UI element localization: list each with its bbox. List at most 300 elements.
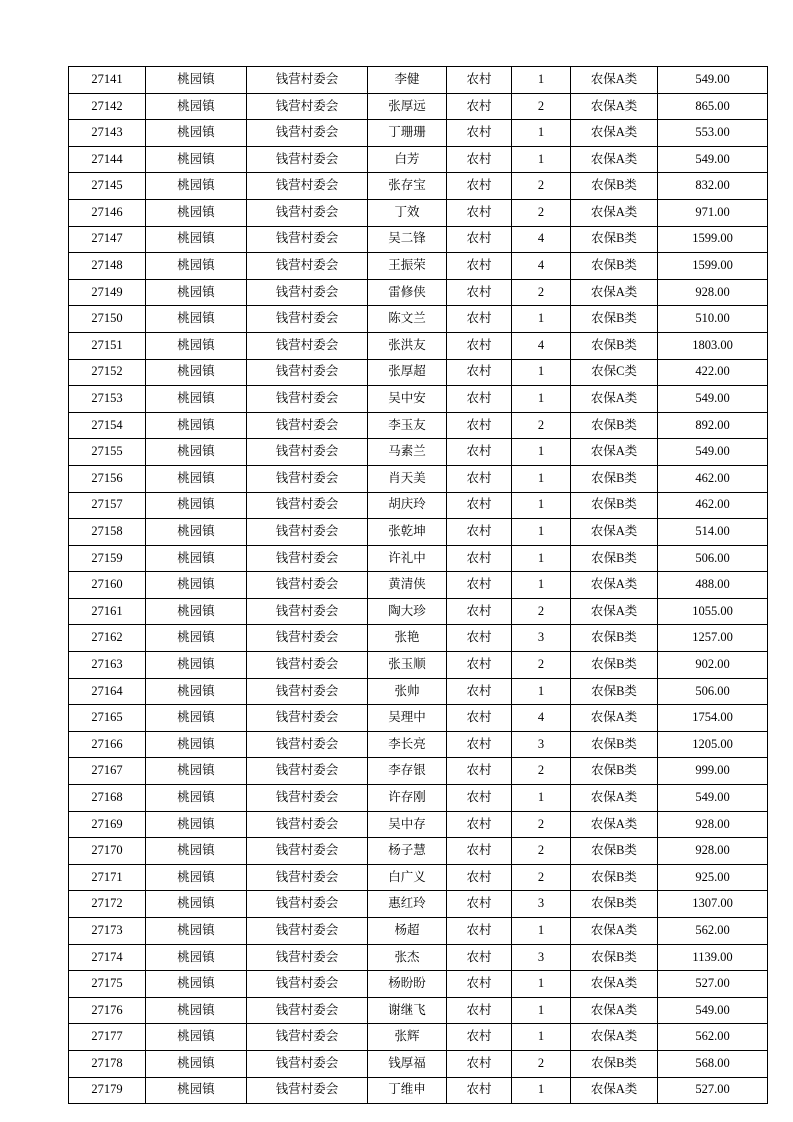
cell-village: 钱营村委会 — [247, 572, 368, 599]
cell-category: 农保B类 — [571, 492, 658, 519]
cell-person-count: 1 — [512, 439, 571, 466]
cell-household-type: 农村 — [447, 572, 512, 599]
cell-household-type: 农村 — [447, 120, 512, 147]
cell-id: 27178 — [69, 1050, 146, 1077]
cell-town: 桃园镇 — [146, 332, 247, 359]
cell-id: 27142 — [69, 93, 146, 120]
cell-village: 钱营村委会 — [247, 598, 368, 625]
cell-household-type: 农村 — [447, 944, 512, 971]
cell-household-type: 农村 — [447, 359, 512, 386]
cell-category: 农保A类 — [571, 439, 658, 466]
cell-category: 农保A类 — [571, 519, 658, 546]
cell-amount: 510.00 — [658, 306, 768, 333]
cell-amount: 514.00 — [658, 519, 768, 546]
cell-town: 桃园镇 — [146, 997, 247, 1024]
cell-category: 农保A类 — [571, 811, 658, 838]
cell-name: 白芳 — [368, 146, 447, 173]
cell-category: 农保B类 — [571, 306, 658, 333]
cell-household-type: 农村 — [447, 838, 512, 865]
cell-village: 钱营村委会 — [247, 1050, 368, 1077]
cell-name: 陶大珍 — [368, 598, 447, 625]
cell-category: 农保A类 — [571, 705, 658, 732]
table-row — [69, 253, 768, 280]
cell-town: 桃园镇 — [146, 199, 247, 226]
cell-id: 27166 — [69, 731, 146, 758]
cell-town: 桃园镇 — [146, 838, 247, 865]
cell-amount: 549.00 — [658, 386, 768, 413]
cell-village: 钱营村委会 — [247, 918, 368, 945]
cell-category: 农保B类 — [571, 545, 658, 572]
cell-person-count: 1 — [512, 359, 571, 386]
cell-amount: 1055.00 — [658, 598, 768, 625]
table-row — [69, 864, 768, 891]
cell-id: 27144 — [69, 146, 146, 173]
table-row — [69, 811, 768, 838]
cell-person-count: 1 — [512, 146, 571, 173]
cell-category: 农保B类 — [571, 173, 658, 200]
cell-household-type: 农村 — [447, 386, 512, 413]
cell-name: 张乾坤 — [368, 519, 447, 546]
cell-category: 农保B类 — [571, 838, 658, 865]
cell-name: 李长亮 — [368, 731, 447, 758]
cell-household-type: 农村 — [447, 465, 512, 492]
cell-category: 农保A类 — [571, 279, 658, 306]
cell-id: 27157 — [69, 492, 146, 519]
table-row — [69, 625, 768, 652]
cell-id: 27151 — [69, 332, 146, 359]
cell-amount: 1599.00 — [658, 253, 768, 280]
cell-household-type: 农村 — [447, 279, 512, 306]
cell-name: 许礼中 — [368, 545, 447, 572]
cell-id: 27141 — [69, 67, 146, 94]
cell-id: 27168 — [69, 785, 146, 812]
cell-town: 桃园镇 — [146, 678, 247, 705]
cell-person-count: 4 — [512, 332, 571, 359]
cell-village: 钱营村委会 — [247, 146, 368, 173]
cell-person-count: 1 — [512, 120, 571, 147]
cell-village: 钱营村委会 — [247, 120, 368, 147]
cell-person-count: 2 — [512, 838, 571, 865]
cell-village: 钱营村委会 — [247, 785, 368, 812]
cell-person-count: 3 — [512, 891, 571, 918]
cell-name: 许存刚 — [368, 785, 447, 812]
cell-amount: 422.00 — [658, 359, 768, 386]
cell-town: 桃园镇 — [146, 625, 247, 652]
cell-household-type: 农村 — [447, 306, 512, 333]
cell-amount: 928.00 — [658, 279, 768, 306]
cell-name: 张玉顺 — [368, 652, 447, 679]
cell-name: 张艳 — [368, 625, 447, 652]
cell-household-type: 农村 — [447, 625, 512, 652]
cell-amount: 1257.00 — [658, 625, 768, 652]
cell-town: 桃园镇 — [146, 572, 247, 599]
cell-id: 27171 — [69, 864, 146, 891]
cell-name: 张帅 — [368, 678, 447, 705]
table-row — [69, 67, 768, 94]
cell-person-count: 1 — [512, 918, 571, 945]
cell-id: 27158 — [69, 519, 146, 546]
cell-person-count: 1 — [512, 492, 571, 519]
cell-village: 钱营村委会 — [247, 678, 368, 705]
cell-category: 农保A类 — [571, 598, 658, 625]
cell-category: 农保A类 — [571, 918, 658, 945]
cell-name: 钱厚福 — [368, 1050, 447, 1077]
table-row — [69, 997, 768, 1024]
cell-amount: 549.00 — [658, 439, 768, 466]
cell-village: 钱营村委会 — [247, 226, 368, 253]
table-row — [69, 918, 768, 945]
cell-category: 农保B类 — [571, 864, 658, 891]
cell-household-type: 农村 — [447, 918, 512, 945]
cell-person-count: 4 — [512, 226, 571, 253]
cell-village: 钱营村委会 — [247, 971, 368, 998]
cell-id: 27161 — [69, 598, 146, 625]
cell-amount: 549.00 — [658, 67, 768, 94]
cell-town: 桃园镇 — [146, 67, 247, 94]
cell-village: 钱营村委会 — [247, 811, 368, 838]
table-row — [69, 705, 768, 732]
cell-category: 农保B类 — [571, 731, 658, 758]
cell-village: 钱营村委会 — [247, 545, 368, 572]
cell-town: 桃园镇 — [146, 306, 247, 333]
cell-village: 钱营村委会 — [247, 492, 368, 519]
cell-name: 张厚超 — [368, 359, 447, 386]
cell-person-count: 3 — [512, 944, 571, 971]
cell-household-type: 农村 — [447, 1050, 512, 1077]
table-row — [69, 971, 768, 998]
cell-person-count: 3 — [512, 625, 571, 652]
cell-category: 农保B类 — [571, 652, 658, 679]
cell-name: 吴中存 — [368, 811, 447, 838]
table-row — [69, 838, 768, 865]
cell-name: 李存银 — [368, 758, 447, 785]
cell-village: 钱营村委会 — [247, 838, 368, 865]
cell-id: 27179 — [69, 1077, 146, 1104]
cell-category: 农保B类 — [571, 226, 658, 253]
cell-village: 钱营村委会 — [247, 731, 368, 758]
cell-name: 张存宝 — [368, 173, 447, 200]
cell-village: 钱营村委会 — [247, 279, 368, 306]
cell-household-type: 农村 — [447, 652, 512, 679]
cell-person-count: 2 — [512, 93, 571, 120]
cell-person-count: 2 — [512, 652, 571, 679]
cell-person-count: 1 — [512, 386, 571, 413]
cell-household-type: 农村 — [447, 971, 512, 998]
cell-name: 丁效 — [368, 199, 447, 226]
table-row — [69, 199, 768, 226]
cell-category: 农保B类 — [571, 944, 658, 971]
cell-category: 农保A类 — [571, 93, 658, 120]
table-row — [69, 785, 768, 812]
cell-category: 农保B类 — [571, 332, 658, 359]
cell-person-count: 1 — [512, 572, 571, 599]
cell-id: 27148 — [69, 253, 146, 280]
cell-village: 钱营村委会 — [247, 891, 368, 918]
cell-name: 吴中安 — [368, 386, 447, 413]
cell-household-type: 农村 — [447, 785, 512, 812]
cell-person-count: 2 — [512, 758, 571, 785]
cell-person-count: 2 — [512, 412, 571, 439]
cell-id: 27167 — [69, 758, 146, 785]
cell-village: 钱营村委会 — [247, 625, 368, 652]
cell-amount: 1307.00 — [658, 891, 768, 918]
cell-amount: 1803.00 — [658, 332, 768, 359]
cell-town: 桃园镇 — [146, 279, 247, 306]
table-row — [69, 359, 768, 386]
cell-id: 27174 — [69, 944, 146, 971]
cell-household-type: 农村 — [447, 1024, 512, 1051]
cell-name: 黄清侠 — [368, 572, 447, 599]
cell-person-count: 1 — [512, 67, 571, 94]
cell-town: 桃园镇 — [146, 891, 247, 918]
cell-id: 27150 — [69, 306, 146, 333]
cell-amount: 999.00 — [658, 758, 768, 785]
cell-person-count: 1 — [512, 545, 571, 572]
cell-id: 27147 — [69, 226, 146, 253]
cell-id: 27146 — [69, 199, 146, 226]
cell-id: 27143 — [69, 120, 146, 147]
table-row — [69, 492, 768, 519]
table-row — [69, 891, 768, 918]
cell-town: 桃园镇 — [146, 492, 247, 519]
table-row — [69, 572, 768, 599]
cell-amount: 1139.00 — [658, 944, 768, 971]
cell-category: 农保A类 — [571, 67, 658, 94]
cell-id: 27177 — [69, 1024, 146, 1051]
cell-household-type: 农村 — [447, 253, 512, 280]
cell-category: 农保B类 — [571, 678, 658, 705]
cell-amount: 527.00 — [658, 1077, 768, 1104]
cell-town: 桃园镇 — [146, 864, 247, 891]
cell-household-type: 农村 — [447, 811, 512, 838]
cell-person-count: 2 — [512, 199, 571, 226]
cell-name: 王振荣 — [368, 253, 447, 280]
cell-category: 农保A类 — [571, 572, 658, 599]
subsidy-table — [68, 66, 768, 1104]
cell-name: 张杰 — [368, 944, 447, 971]
cell-person-count: 1 — [512, 678, 571, 705]
cell-name: 陈文兰 — [368, 306, 447, 333]
cell-household-type: 农村 — [447, 199, 512, 226]
cell-person-count: 4 — [512, 253, 571, 280]
table-row — [69, 731, 768, 758]
cell-id: 27154 — [69, 412, 146, 439]
cell-village: 钱营村委会 — [247, 1077, 368, 1104]
cell-village: 钱营村委会 — [247, 253, 368, 280]
cell-town: 桃园镇 — [146, 146, 247, 173]
cell-amount: 1754.00 — [658, 705, 768, 732]
table-row — [69, 1050, 768, 1077]
cell-person-count: 2 — [512, 1050, 571, 1077]
cell-person-count: 1 — [512, 997, 571, 1024]
cell-name: 丁维申 — [368, 1077, 447, 1104]
cell-id: 27169 — [69, 811, 146, 838]
cell-category: 农保A类 — [571, 1077, 658, 1104]
cell-person-count: 3 — [512, 731, 571, 758]
cell-person-count: 4 — [512, 705, 571, 732]
cell-name: 杨超 — [368, 918, 447, 945]
cell-category: 农保B类 — [571, 412, 658, 439]
cell-village: 钱营村委会 — [247, 465, 368, 492]
cell-category: 农保C类 — [571, 359, 658, 386]
cell-village: 钱营村委会 — [247, 93, 368, 120]
cell-household-type: 农村 — [447, 678, 512, 705]
cell-person-count: 1 — [512, 785, 571, 812]
cell-village: 钱营村委会 — [247, 519, 368, 546]
cell-name: 马素兰 — [368, 439, 447, 466]
cell-person-count: 1 — [512, 1077, 571, 1104]
cell-town: 桃园镇 — [146, 226, 247, 253]
cell-amount: 549.00 — [658, 146, 768, 173]
cell-person-count: 1 — [512, 306, 571, 333]
cell-person-count: 1 — [512, 465, 571, 492]
cell-person-count: 2 — [512, 279, 571, 306]
cell-name: 白广义 — [368, 864, 447, 891]
cell-id: 27163 — [69, 652, 146, 679]
cell-town: 桃园镇 — [146, 253, 247, 280]
cell-id: 27159 — [69, 545, 146, 572]
cell-village: 钱营村委会 — [247, 332, 368, 359]
cell-amount: 527.00 — [658, 971, 768, 998]
cell-category: 农保B类 — [571, 891, 658, 918]
table-row — [69, 944, 768, 971]
cell-household-type: 农村 — [447, 93, 512, 120]
cell-household-type: 农村 — [447, 731, 512, 758]
cell-village: 钱营村委会 — [247, 864, 368, 891]
table-row — [69, 758, 768, 785]
cell-town: 桃园镇 — [146, 918, 247, 945]
cell-amount: 1205.00 — [658, 731, 768, 758]
cell-category: 农保A类 — [571, 146, 658, 173]
cell-category: 农保A类 — [571, 785, 658, 812]
cell-person-count: 1 — [512, 1024, 571, 1051]
cell-amount: 925.00 — [658, 864, 768, 891]
table-row — [69, 652, 768, 679]
cell-town: 桃园镇 — [146, 811, 247, 838]
table-row — [69, 120, 768, 147]
cell-village: 钱营村委会 — [247, 306, 368, 333]
cell-village: 钱营村委会 — [247, 173, 368, 200]
table-row — [69, 598, 768, 625]
table-row — [69, 545, 768, 572]
cell-household-type: 农村 — [447, 1077, 512, 1104]
cell-village: 钱营村委会 — [247, 386, 368, 413]
cell-category: 农保A类 — [571, 1024, 658, 1051]
cell-person-count: 1 — [512, 971, 571, 998]
cell-id: 27152 — [69, 359, 146, 386]
cell-category: 农保B类 — [571, 625, 658, 652]
cell-amount: 568.00 — [658, 1050, 768, 1077]
cell-village: 钱营村委会 — [247, 67, 368, 94]
cell-id: 27175 — [69, 971, 146, 998]
cell-town: 桃园镇 — [146, 439, 247, 466]
cell-name: 肖天美 — [368, 465, 447, 492]
cell-town: 桃园镇 — [146, 785, 247, 812]
cell-name: 谢继飞 — [368, 997, 447, 1024]
cell-amount: 462.00 — [658, 465, 768, 492]
cell-name: 惠红玲 — [368, 891, 447, 918]
cell-id: 27155 — [69, 439, 146, 466]
cell-amount: 462.00 — [658, 492, 768, 519]
cell-amount: 549.00 — [658, 997, 768, 1024]
cell-town: 桃园镇 — [146, 944, 247, 971]
cell-amount: 892.00 — [658, 412, 768, 439]
cell-household-type: 农村 — [447, 492, 512, 519]
cell-id: 27153 — [69, 386, 146, 413]
cell-village: 钱营村委会 — [247, 1024, 368, 1051]
table-row — [69, 439, 768, 466]
cell-household-type: 农村 — [447, 332, 512, 359]
cell-category: 农保A类 — [571, 199, 658, 226]
cell-household-type: 农村 — [447, 519, 512, 546]
cell-household-type: 农村 — [447, 173, 512, 200]
cell-amount: 506.00 — [658, 545, 768, 572]
cell-amount: 562.00 — [658, 918, 768, 945]
cell-village: 钱营村委会 — [247, 705, 368, 732]
cell-town: 桃园镇 — [146, 1024, 247, 1051]
cell-category: 农保A类 — [571, 386, 658, 413]
cell-town: 桃园镇 — [146, 412, 247, 439]
cell-category: 农保B类 — [571, 1050, 658, 1077]
cell-household-type: 农村 — [447, 412, 512, 439]
cell-village: 钱营村委会 — [247, 758, 368, 785]
cell-household-type: 农村 — [447, 598, 512, 625]
cell-name: 胡庆玲 — [368, 492, 447, 519]
cell-town: 桃园镇 — [146, 971, 247, 998]
cell-household-type: 农村 — [447, 545, 512, 572]
cell-household-type: 农村 — [447, 146, 512, 173]
cell-amount: 506.00 — [658, 678, 768, 705]
cell-id: 27170 — [69, 838, 146, 865]
table-row — [69, 412, 768, 439]
cell-name: 杨盼盼 — [368, 971, 447, 998]
cell-village: 钱营村委会 — [247, 199, 368, 226]
cell-name: 李玉友 — [368, 412, 447, 439]
cell-name: 张洪友 — [368, 332, 447, 359]
cell-village: 钱营村委会 — [247, 359, 368, 386]
table-row — [69, 1024, 768, 1051]
cell-name: 张辉 — [368, 1024, 447, 1051]
cell-town: 桃园镇 — [146, 519, 247, 546]
cell-id: 27160 — [69, 572, 146, 599]
cell-person-count: 2 — [512, 598, 571, 625]
cell-id: 27162 — [69, 625, 146, 652]
cell-town: 桃园镇 — [146, 386, 247, 413]
cell-name: 杨子慧 — [368, 838, 447, 865]
cell-village: 钱营村委会 — [247, 997, 368, 1024]
cell-amount: 562.00 — [658, 1024, 768, 1051]
cell-household-type: 农村 — [447, 997, 512, 1024]
table-row — [69, 465, 768, 492]
table-row — [69, 519, 768, 546]
cell-town: 桃园镇 — [146, 120, 247, 147]
cell-person-count: 2 — [512, 173, 571, 200]
cell-town: 桃园镇 — [146, 758, 247, 785]
cell-town: 桃园镇 — [146, 1050, 247, 1077]
cell-amount: 549.00 — [658, 785, 768, 812]
cell-town: 桃园镇 — [146, 1077, 247, 1104]
cell-amount: 1599.00 — [658, 226, 768, 253]
table-row — [69, 173, 768, 200]
cell-person-count: 1 — [512, 519, 571, 546]
table-row — [69, 146, 768, 173]
cell-category: 农保B类 — [571, 465, 658, 492]
cell-amount: 902.00 — [658, 652, 768, 679]
table-row — [69, 1077, 768, 1104]
table-row — [69, 306, 768, 333]
cell-amount: 553.00 — [658, 120, 768, 147]
cell-id: 27164 — [69, 678, 146, 705]
